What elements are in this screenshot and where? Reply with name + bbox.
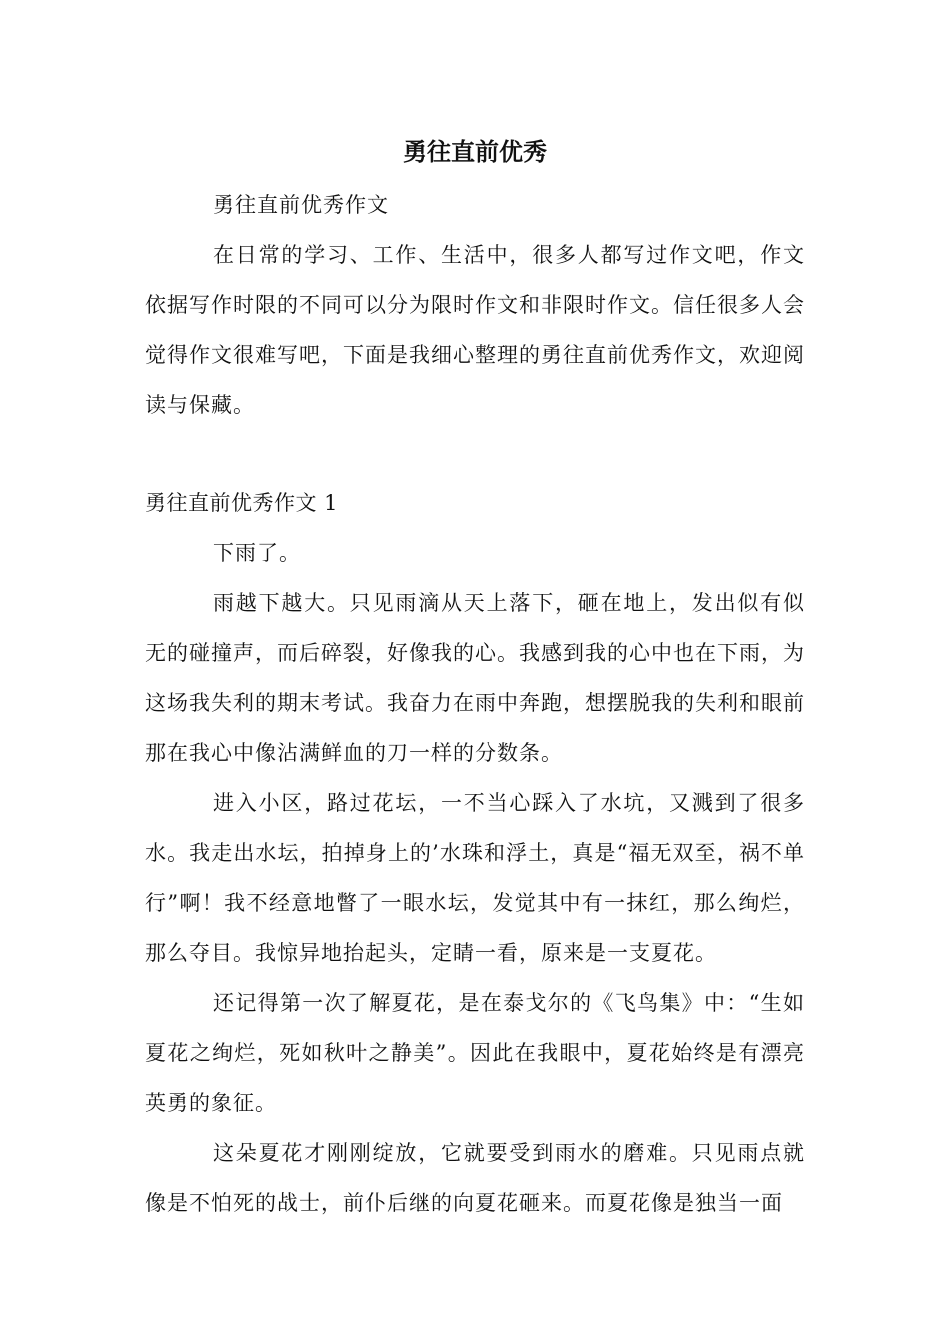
intro-paragraph: 在日常的学习、工作、生活中，很多人都写过作文吧，作文依据写作时限的不同可以分为限时作文和非限时作文。信任很多人会觉得作文很难写吧，下面是我细心整理的勇往直前优秀作文，欢迎阅读与保藏。 <box>145 243 805 417</box>
section-spacer <box>145 430 805 478</box>
paragraph-4: 还记得第一次了解夏花，是在泰戈尔的《飞鸟集》中：“生如夏花之绚烂，死如秋叶之静美”。因此在我眼中，夏花始终是有漂亮英勇的象征。 <box>145 991 805 1115</box>
document-title: 勇往直前优秀 <box>403 137 547 166</box>
document-body <box>145 180 805 1228</box>
paragraph-5: 这朵夏花才刚刚绽放，它就要受到雨水的磨难。只见雨点就像是不怕死的战士，前仆后继的向夏花砸来。而夏花像是独当一面 <box>145 1141 805 1215</box>
paragraph-3: 进入小区，路过花坛，一不当心踩入了水坑，又溅到了很多水。我走出水坛，拍掉身上的’水珠和浮土，真是“福无双至，祸不单行”啊！我不经意地瞥了一眼水坛，发觉其中有一抹红，那么绚烂，那么夺目。我惊异地抬起头，定睛一看，原来是一支夏花。 <box>145 791 805 965</box>
paragraph-2: 雨越下越大。只见雨滴从天上落下，砸在地上，发出似有似无的碰撞声，而后碎裂，好像我的心。我感到我的心中也在下雨，为这场我失利的期末考试。我奋力在雨中奔跑，想摆脱我的失利和眼前那在我心中像沾满鲜血的刀一样的分数条。 <box>145 591 805 765</box>
section-title: 勇往直前优秀作文 1 <box>145 491 339 515</box>
paragraph-1: 下雨了。 <box>213 541 301 565</box>
subtitle: 勇往直前优秀作文 <box>213 193 389 217</box>
